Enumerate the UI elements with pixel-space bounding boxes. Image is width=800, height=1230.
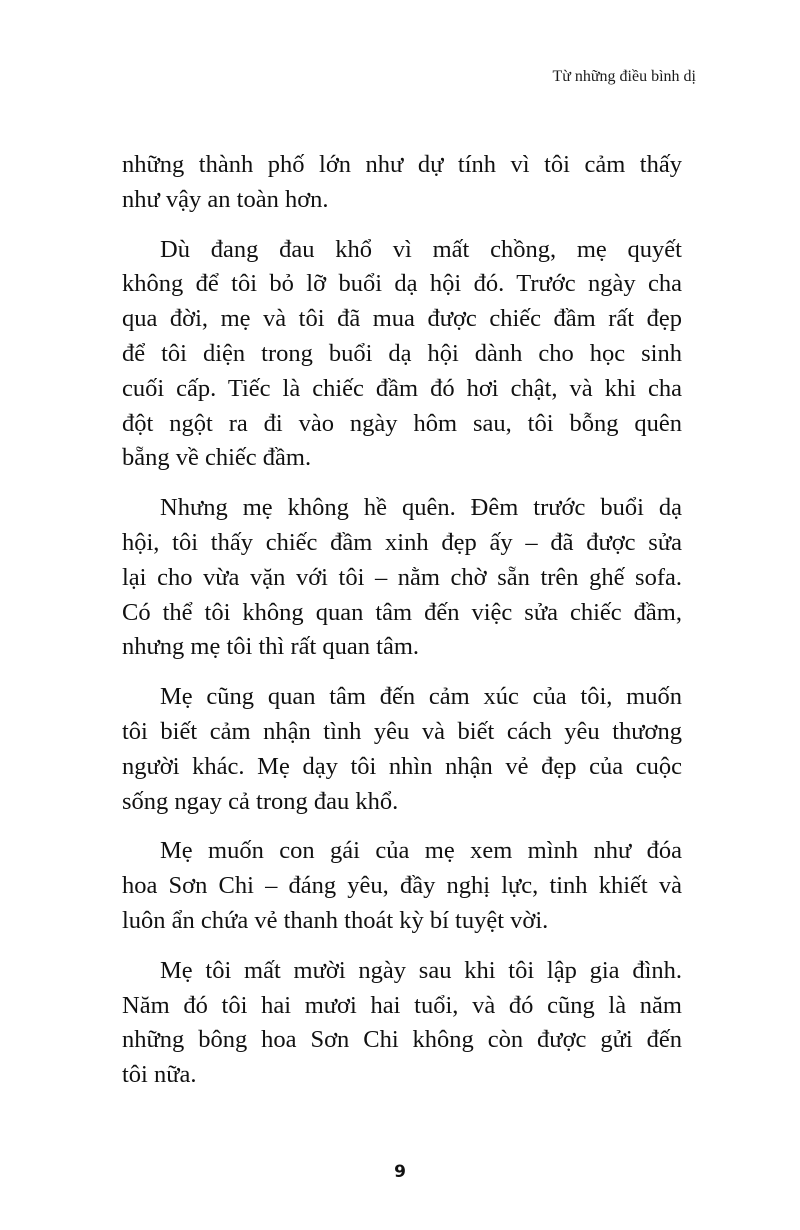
paragraph	[122, 954, 682, 1093]
text-line: lại cho vừa vặn với tôi – nằm chờ sẵn trên ghế sofa.	[122, 563, 682, 591]
text-line: Mẹ cũng quan tâm đến cảm xúc của tôi, muốn	[160, 683, 682, 711]
text-line: không để tôi bỏ lỡ buổi dạ hội đó. Trước ngày cha	[122, 270, 682, 298]
paragraph	[122, 834, 682, 938]
text-line: qua đời, mẹ và tôi đã mua được chiếc đầm rất đẹp	[122, 305, 682, 333]
text-line: Có thể tôi không quan tâm đến việc sửa chiếc đầm,	[122, 598, 682, 626]
running-head: Từ những điều bình dị	[552, 68, 696, 85]
text-line: những bông hoa Sơn Chi không còn được gửi đến	[122, 1026, 682, 1054]
text-line: Mẹ tôi mất mười ngày sau khi tôi lập gia đình.	[160, 956, 682, 984]
paragraph	[122, 680, 682, 819]
text-line: nhưng mẹ tôi thì rất quan tâm.	[122, 633, 420, 661]
text-line: hội, tôi thấy chiếc đầm xinh đẹp ấy – đã được sửa	[122, 528, 682, 556]
text-line: sống ngay cả trong đau khổ.	[122, 787, 399, 815]
page-number: 9	[394, 1162, 406, 1182]
text-line: cuối cấp. Tiếc là chiếc đầm đó hơi chật, và khi cha	[122, 374, 682, 402]
text-line: để tôi diện trong buổi dạ hội dành cho học sinh	[122, 339, 682, 367]
text-line: tôi biết cảm nhận tình yêu và biết cách yêu thương	[122, 717, 682, 745]
text-line: Năm đó tôi hai mươi hai tuổi, và đó cũng là năm	[122, 991, 682, 1019]
paragraph	[122, 491, 682, 665]
text-line: Nhưng mẹ không hề quên. Đêm trước buổi dạ	[160, 494, 682, 522]
paragraph	[122, 233, 682, 477]
text-line: những thành phố lớn như dự tính vì tôi cảm thấy	[122, 151, 682, 178]
text-line: Dù đang đau khổ vì mất chồng, mẹ quyết	[160, 235, 682, 263]
text-line: bẵng về chiếc đầm.	[122, 444, 312, 472]
text-line: hoa Sơn Chi – đáng yêu, đầy nghị lực, tinh khiết và	[122, 872, 682, 900]
text-line: Mẹ muốn con gái của mẹ xem mình như đóa	[160, 837, 682, 865]
body-text	[122, 148, 682, 1108]
text-line: người khác. Mẹ dạy tôi nhìn nhận vẻ đẹp của cuộc	[122, 752, 682, 780]
text-line: tôi nữa.	[122, 1061, 197, 1089]
text-line: luôn ẩn chứa vẻ thanh thoát kỳ bí tuyệt vời.	[122, 906, 549, 934]
text-line: đột ngột ra đi vào ngày hôm sau, tôi bỗng quên	[122, 409, 682, 437]
paragraph	[122, 148, 682, 218]
text-line: như vậy an toàn hơn.	[122, 185, 329, 213]
